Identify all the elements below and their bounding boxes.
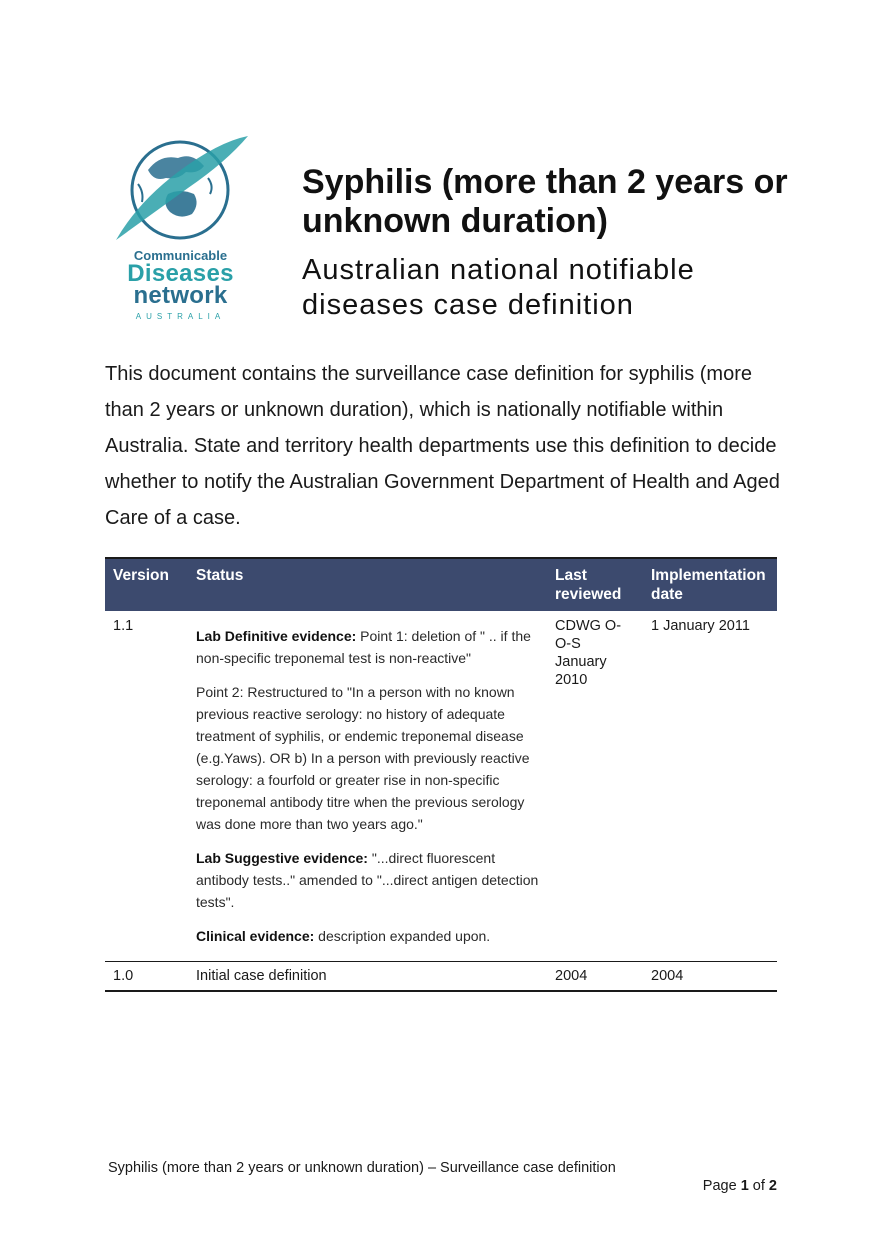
table-header-row xyxy=(105,558,777,611)
logo-line-2: Diseases xyxy=(127,260,234,287)
logo-line-1: Communicable xyxy=(133,248,228,263)
header-status: Status xyxy=(188,558,547,611)
cell-implementation-date: 2004 xyxy=(643,962,777,992)
version-history-table xyxy=(105,557,777,992)
cdna-logo xyxy=(108,132,253,332)
page-number: Page 1 of 2 xyxy=(702,1178,777,1194)
header-version: Version xyxy=(105,558,188,611)
cell-last-reviewed: CDWG O-O-S January 2010 xyxy=(547,611,643,962)
globe-icon xyxy=(108,132,253,250)
status-paragraph: Point 2: Restructured to "In a person with no known previous reactive serology: no history of adequate treatment of syphilis, or endemic treponemal disease (e.g.Yaws). OR b) In a person with previously reactive serology: a fourfold or greater rise in non-specific treponemal antibody titre when the previous serology was done more than two years ago." xyxy=(196,684,530,832)
page-subtitle: Australian national notifiable diseases case definition xyxy=(302,254,695,321)
cell-last-reviewed: 2004 xyxy=(547,962,643,992)
cell-version: 1.1 xyxy=(105,611,188,962)
cell-implementation-date: 1 January 2011 xyxy=(643,611,777,962)
table-row xyxy=(105,962,777,992)
intro-paragraph: This document contains the surveillance case definition for syphilis (more than 2 years or unknown duration), which is nationally notifiable within Australia. State and territory health departments use this definition to decide whether to notify the Australian Government Department of Health and Aged Care of a case. xyxy=(105,363,780,529)
cell-version: 1.0 xyxy=(105,962,188,992)
status-paragraph: Lab Suggestive evidence: "...direct fluorescent antibody tests.." amended to "...direct antigen detection tests". xyxy=(196,850,539,910)
cell-status xyxy=(188,611,547,962)
table-row xyxy=(105,611,777,962)
status-paragraph: Clinical evidence: description expanded upon. xyxy=(196,928,491,944)
cell-status: Initial case definition xyxy=(188,962,547,992)
header-last-reviewed: Last reviewed xyxy=(547,558,643,611)
logo-line-4: AUSTRALIA xyxy=(135,312,226,321)
footer-title: Syphilis (more than 2 years or unknown duration) – Surveillance case definition xyxy=(108,1160,616,1176)
status-paragraph: Lab Definitive evidence: Point 1: deletion of " .. if the non-specific treponemal test is non-reactive" xyxy=(196,628,531,666)
header-implementation-date: Implementation date xyxy=(643,558,777,611)
page-title: Syphilis (more than 2 years or unknown duration) xyxy=(302,163,788,240)
logo-line-3: network xyxy=(133,282,228,309)
